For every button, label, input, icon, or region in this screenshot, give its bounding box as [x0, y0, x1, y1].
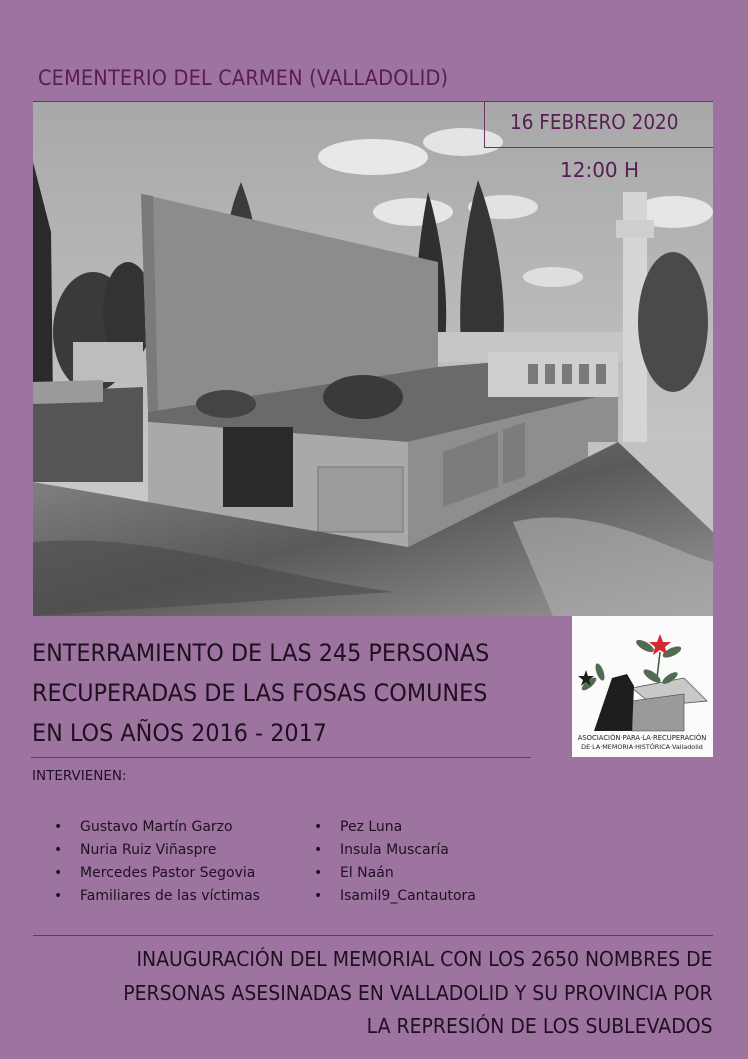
middle-divider: [31, 757, 531, 758]
speaker-item: • El Naán: [314, 862, 476, 885]
headline-line: RECUPERADAS DE LAS FOSAS COMUNES: [32, 679, 488, 707]
event-time: 12:00 H: [560, 158, 640, 182]
headline-line: ENTERRAMIENTO DE LAS 245 PERSONAS: [32, 639, 490, 667]
headline-line: EN LOS AÑOS 2016 - 2017: [32, 719, 328, 747]
venue-title: CEMENTERIO DEL CARMEN (VALLADOLID): [38, 66, 449, 90]
closing-line: INAUGURACIÓN DEL MEMORIAL CON LOS 2650 NOMBRES DE: [136, 947, 713, 971]
association-logo: [572, 616, 713, 757]
speaker-item: • Familiares de las víctimas: [54, 885, 260, 908]
closing-line: PERSONAS ASESINADAS EN VALLADOLID Y SU PROVINCIA POR: [123, 980, 713, 1005]
headline: [32, 633, 489, 753]
closing-line: LA REPRESIÓN DE LOS SUBLEVADOS: [367, 1014, 713, 1038]
speaker-item: • Nuria Ruiz Viñaspre: [54, 839, 260, 862]
bottom-divider: [33, 935, 713, 936]
speakers-label: INTERVIENEN:: [32, 768, 127, 784]
speaker-item: • Insula Muscaría: [314, 839, 476, 862]
speakers-list-right: [314, 816, 476, 908]
logo-text-line2: DE·LA·MEMORIA·HISTÓRICA·Valladolid: [581, 743, 703, 751]
event-date: 16 FEBRERO 2020: [510, 110, 679, 134]
speaker-item: • Isamil9_Cantautora: [314, 885, 476, 908]
speaker-item: • Gustavo Martín Garzo: [54, 816, 260, 839]
closing-statement: [72, 943, 713, 1044]
logo-text-line1: ASOCIACIÓN·PARA·LA·RECUPERACIÓN: [577, 734, 707, 742]
speaker-item: • Mercedes Pastor Segovia: [54, 862, 260, 885]
speaker-item: • Pez Luna: [314, 816, 476, 839]
speakers-list-left: [54, 816, 260, 908]
